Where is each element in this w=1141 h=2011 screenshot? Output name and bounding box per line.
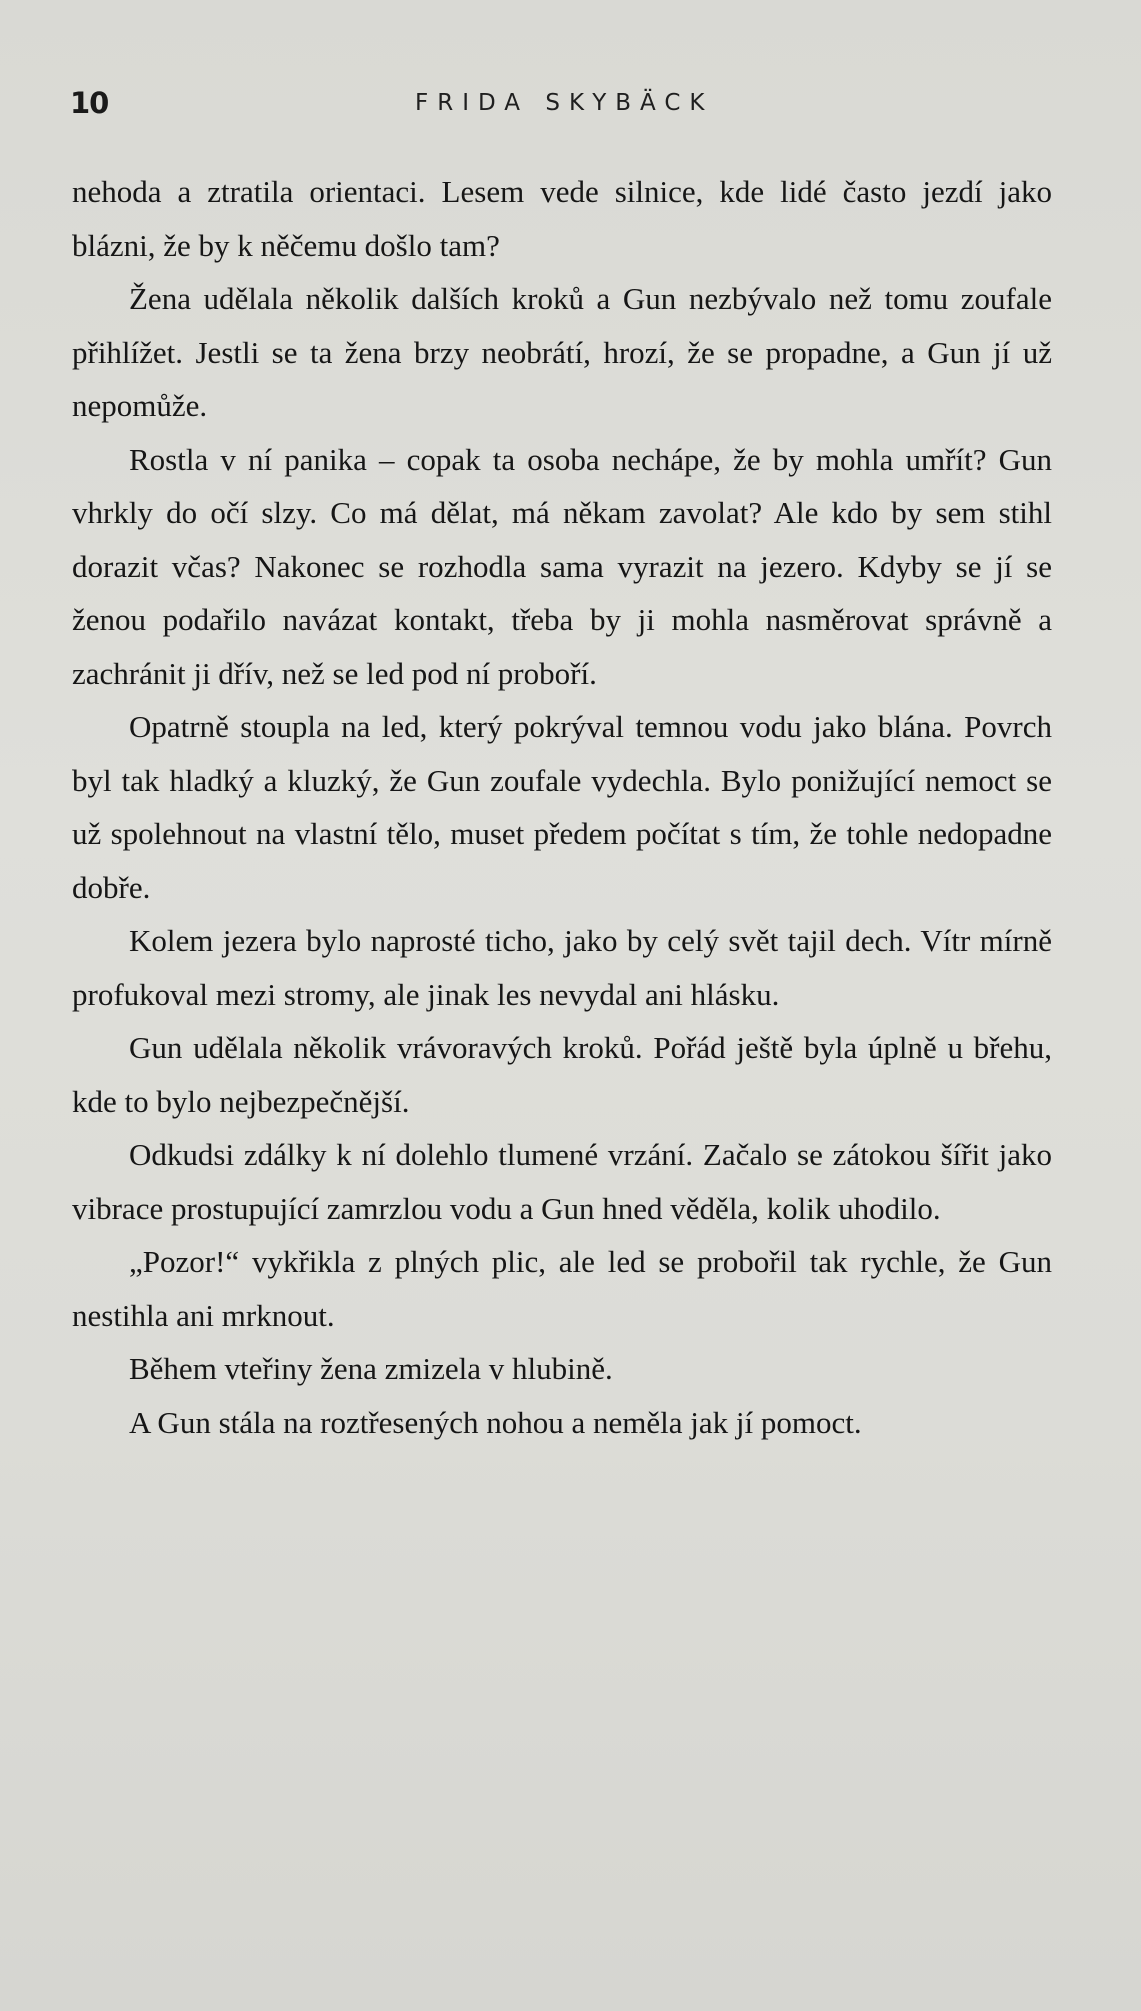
paragraph-final: A Gun stála na roztřesených nohou a neměla jak jí pomoct.	[129, 1404, 862, 1440]
paragraph: Kolem jezera bylo naprosté ticho, jako by celý svět tajil dech. Vítr mírně profukoval mezi stromy, ale jinak les nevydal ani hlásku.	[72, 923, 1052, 1012]
paragraph: Gun udělala několik vrávoravých kroků. Pořád ještě byla úplně u břehu, kde to bylo nejbezpečnější.	[72, 1030, 1052, 1119]
page-number: 10	[70, 86, 109, 120]
paragraph: Odkudsi zdálky k ní dolehlo tlumené vrzání. Začalo se zátokou šířit jako vibrace prostupující zamrzlou vodu a Gun hned věděla, kolik uhodilo.	[72, 1137, 1052, 1226]
page-header	[70, 86, 1080, 126]
running-head-author: FRIDA SKYBÄCK	[415, 90, 714, 116]
paragraph: Rostla v ní panika – copak ta osoba nechápe, že by mohla umřít? Gun vhrkly do očí slzy. Co má dělat, má někam zavolat? Ale kdo by sem stihl dorazit včas? Nakonec se rozhodla sama vyrazit na jezero. Kdyby se jí se ženou podařilo navázat kontakt, třeba by ji mohla nasměrovat správně a zachránit ji dřív, než se led pod ní proboří.	[72, 441, 1052, 691]
paragraph: Během vteřiny žena zmizela v hlubině.	[129, 1351, 613, 1386]
body-text	[72, 165, 1052, 1449]
paragraph-continued: nehoda a ztratila orientaci. Lesem vede silnice, kde lidé často jezdí jako blázni, že by k něčemu došlo tam?	[72, 174, 1052, 263]
paragraph: Žena udělala několik dalších kroků a Gun nezbývalo než tomu zoufale přihlížet. Jestli se ta žena brzy neobrátí, hrozí, že se propadne, a Gun jí už nepomůže.	[72, 281, 1052, 423]
paragraph: Opatrně stoupla na led, který pokrýval temnou vodu jako blána. Povrch byl tak hladký a kluzký, že Gun zoufale vydechla. Bylo ponižující nemoct se už spolehnout na vlastní tělo, muset předem počítat s tím, že tohle nedopadne dobře.	[72, 709, 1052, 905]
paragraph-dialogue: „Pozor!“ vykřikla z plných plic, ale led se probořil tak rychle, že Gun nestihla ani mrknout.	[72, 1244, 1052, 1333]
